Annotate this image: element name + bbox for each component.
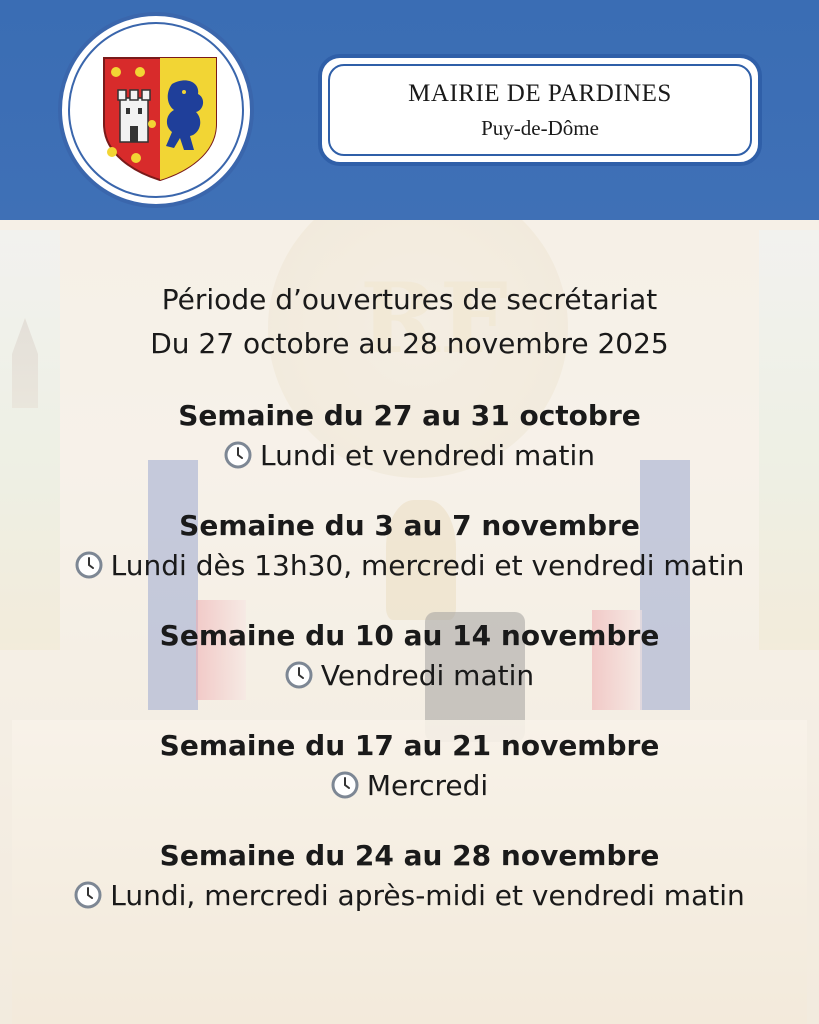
week-days-text: Vendredi matin [320, 659, 535, 692]
week-title: Semaine du 24 au 28 novembre [159, 839, 660, 872]
clock-icon [331, 771, 359, 799]
week-block [0, 506, 819, 586]
week-days-text: Lundi dès 13h30, mercredi et vendredi matin [110, 549, 745, 582]
week-block [0, 396, 819, 476]
page-title: MAIRIE DE PARDINES [408, 80, 672, 107]
week-block [0, 836, 819, 916]
week-block [0, 616, 819, 696]
week-days [0, 766, 819, 806]
clock-icon [75, 551, 103, 579]
clock-icon [224, 441, 252, 469]
week-days-text: Lundi et vendredi matin [260, 439, 595, 472]
clock-icon [74, 881, 102, 909]
week-days-text: Mercredi [366, 769, 489, 802]
week-title: Semaine du 27 au 31 octobre [178, 399, 641, 432]
week-title: Semaine du 17 au 21 novembre [159, 729, 660, 762]
intro [0, 278, 819, 366]
emblem-badge [58, 12, 254, 208]
header-band [0, 0, 819, 220]
week-days [0, 876, 819, 916]
schedule-content [0, 278, 819, 916]
week-days-text: Lundi, mercredi après-midi et vendredi matin [110, 879, 745, 912]
week-title: Semaine du 10 au 14 novembre [159, 619, 660, 652]
intro-line-2: Du 27 octobre au 28 novembre 2025 [150, 327, 669, 360]
week-block [0, 726, 819, 806]
coat-of-arms-icon [100, 54, 220, 182]
title-box [318, 54, 762, 166]
week-days [0, 546, 819, 586]
week-days [0, 436, 819, 476]
week-days [0, 656, 819, 696]
week-title: Semaine du 3 au 7 novembre [179, 509, 640, 542]
clock-icon [285, 661, 313, 689]
intro-line-1: Période d’ouvertures de secrétariat [161, 283, 658, 316]
page-subtitle: Puy-de-Dôme [481, 116, 599, 140]
